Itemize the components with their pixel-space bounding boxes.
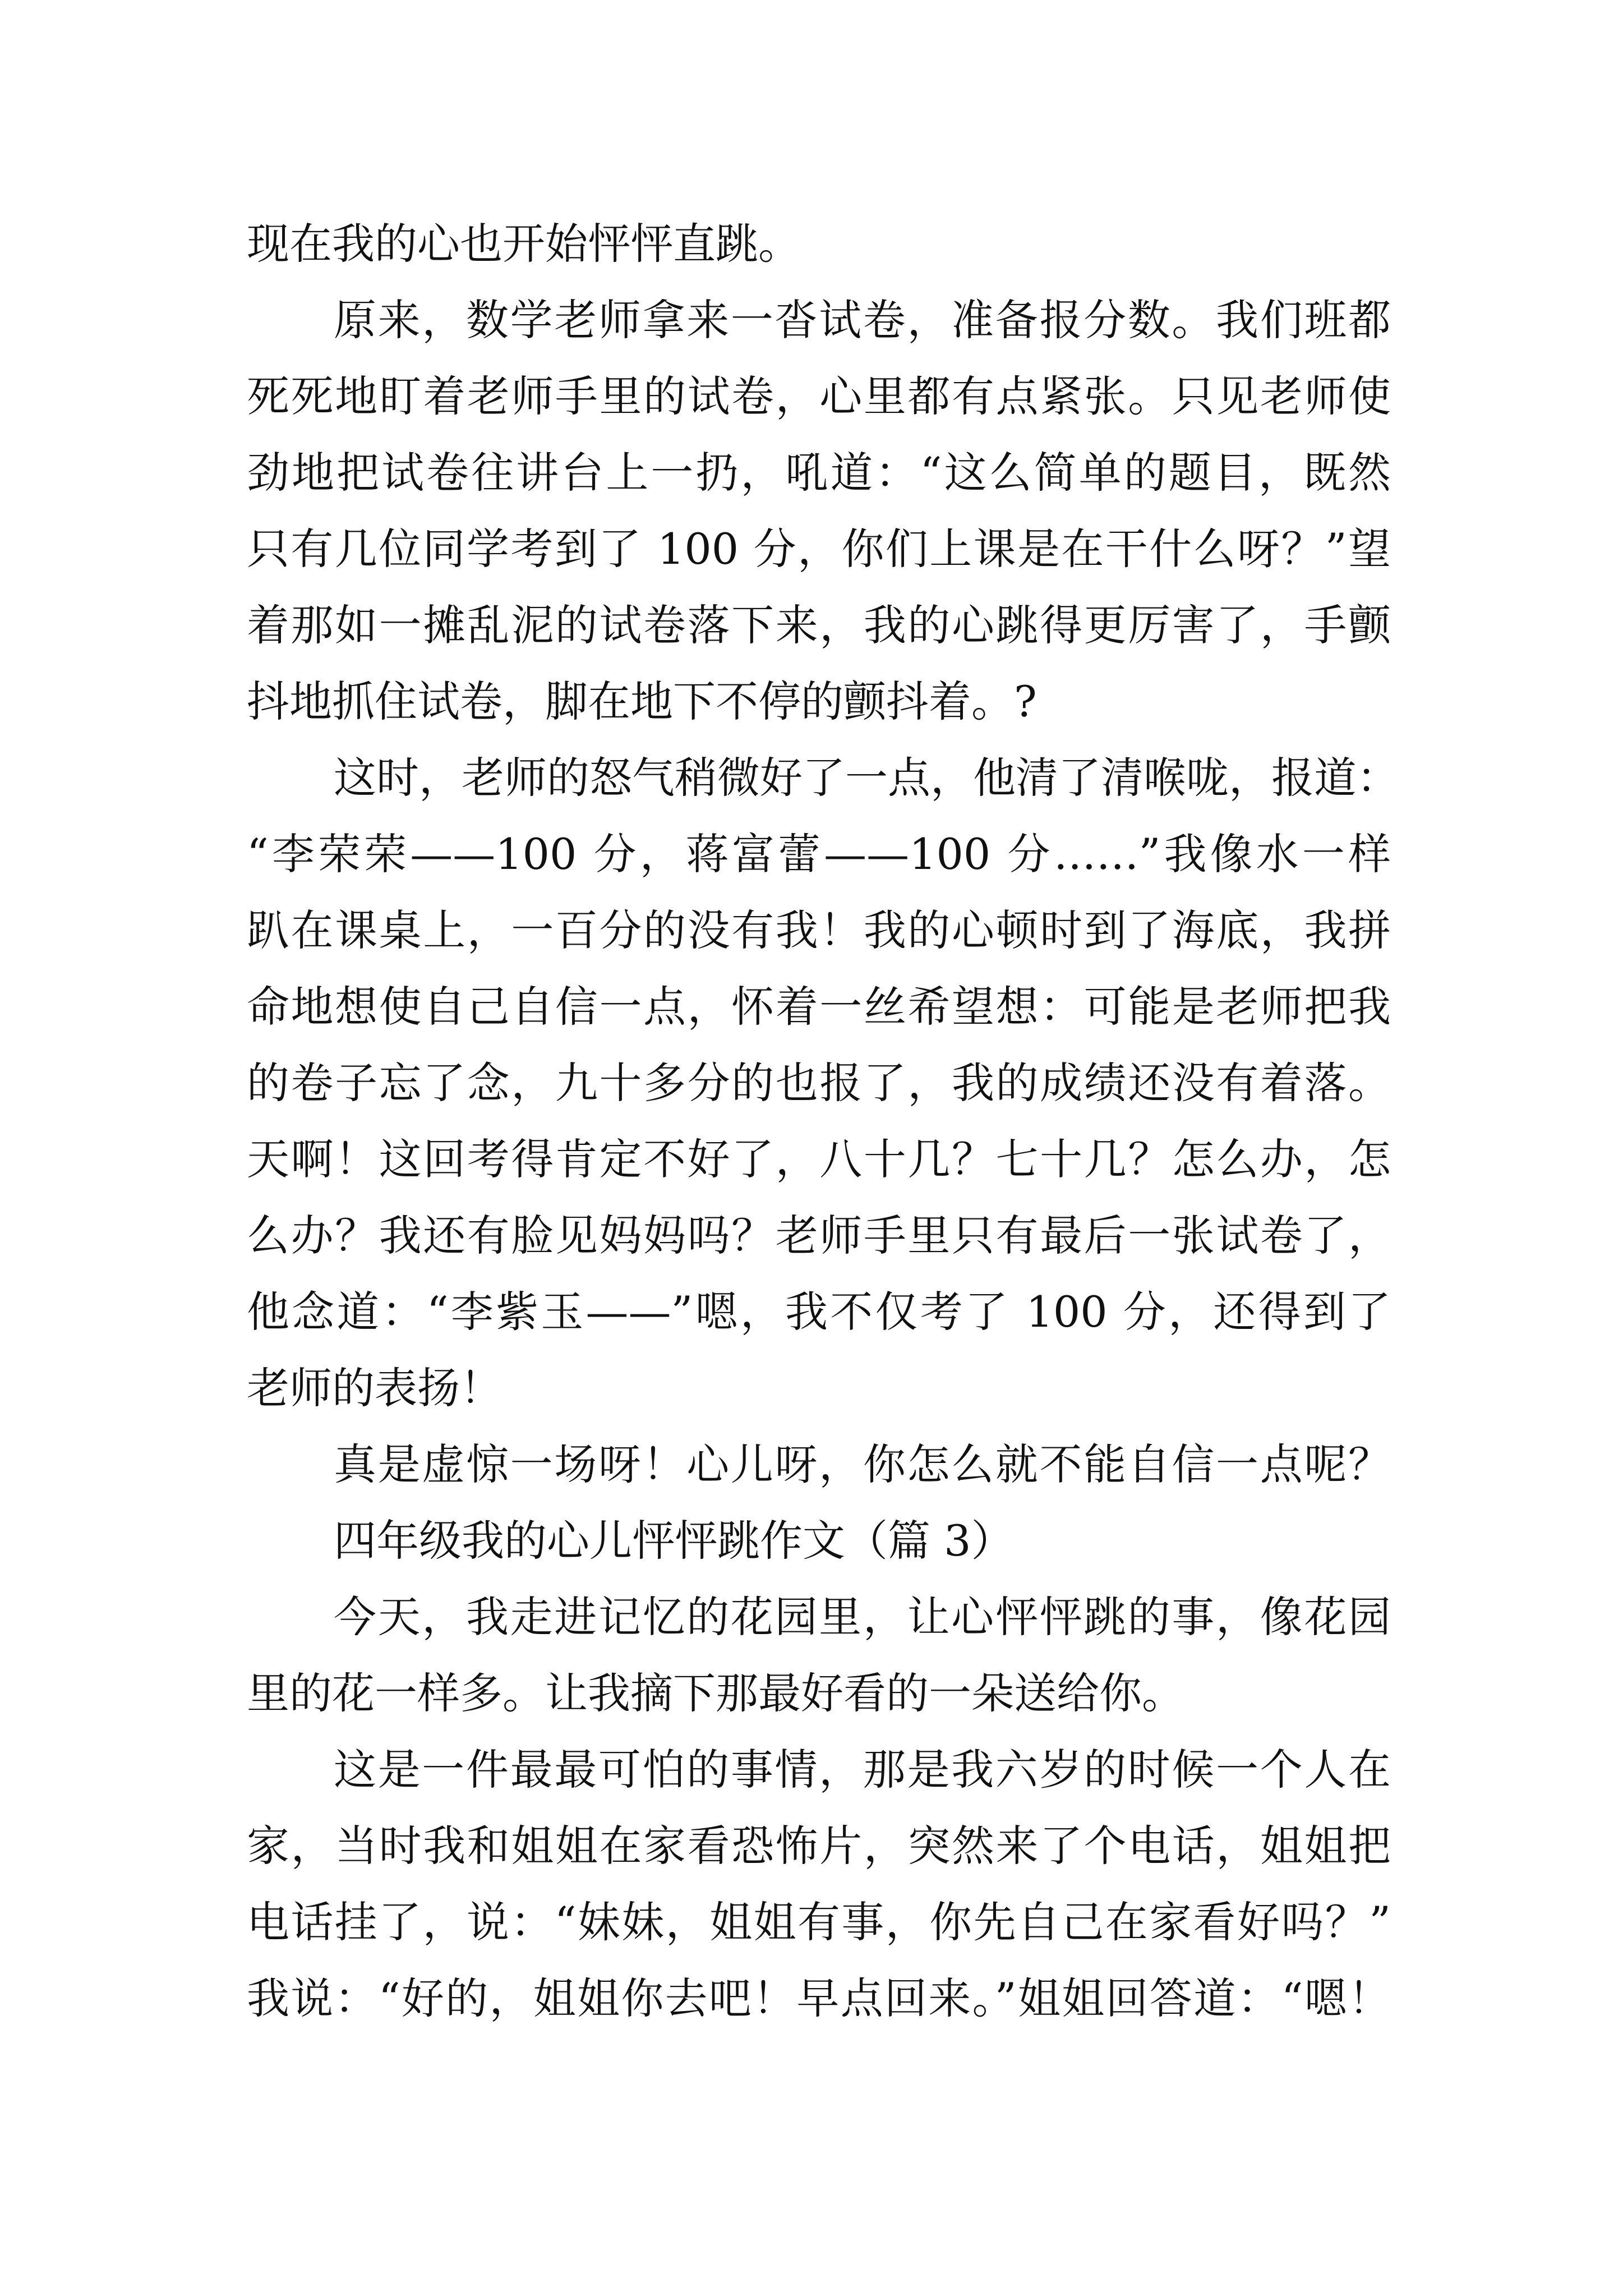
text-line: 天啊！这回考得肯定不好了，八十几？七十几？怎么办，怎: [247, 1134, 1391, 1184]
text-line: 命地想使自己自信一点，怀着一丝希望想：可能是老师把我: [247, 982, 1391, 1032]
text-line: 我说：“好的，姐姐你去吧！早点回来。”姐姐回答道：“嗯！: [247, 1973, 1391, 2023]
paragraph-first-line: 这是一件最最可怕的事情，那是我六岁的时候一个人在: [334, 1745, 1391, 1795]
text-line: 劲地把试卷往讲台上一扔，吼道：“这么简单的题目，既然: [247, 448, 1391, 498]
paragraph-first-line: 真是虚惊一场呀！心儿呀，你怎么就不能自信一点呢？: [334, 1439, 1391, 1489]
text-line: 死死地盯着老师手里的试卷，心里都有点紧张。只见老师使: [247, 371, 1391, 421]
text-line: 只有几位同学考到了 100 分，你们上课是在干什么呀？”望: [247, 524, 1391, 574]
text-line: 老师的表扬！: [247, 1363, 502, 1413]
text-line: 现在我的心也开始怦怦直跳。: [247, 219, 801, 269]
text-line: 趴在课桌上，一百分的没有我！我的心顿时到了海底，我拼: [247, 905, 1391, 955]
paragraph-first-line: 原来，数学老师拿来一沓试卷，准备报分数。我们班都: [334, 295, 1391, 345]
text-line: “李荣荣——100 分，蒋富蕾——100 分……”我像水一样: [247, 829, 1391, 879]
text-line: 抖地抓住试卷，脚在地下不停的颤抖着。?: [247, 677, 1037, 726]
text-line: 里的花一样多。让我摘下那最好看的一朵送给你。: [247, 1668, 1184, 1718]
section-heading: 四年级我的心儿怦怦跳作文（篇 3）: [334, 1516, 1014, 1566]
text-line: 么办？我还有脸见妈妈吗？老师手里只有最后一张试卷了，: [247, 1211, 1391, 1260]
text-line: 他念道：“李紫玉——”嗯，我不仅考了 100 分，还得到了: [247, 1287, 1391, 1337]
paragraph-first-line: 这时，老师的怒气稍微好了一点，他清了清喉咙，报道：: [334, 753, 1399, 803]
text-line: 着那如一摊乱泥的试卷落下来，我的心跳得更厉害了，手颤: [247, 600, 1391, 650]
text-line: 电话挂了，说：“妹妹，姐姐有事，你先自己在家看好吗？”: [247, 1897, 1391, 1947]
text-line: 的卷子忘了念，九十多分的也报了，我的成绩还没有着落。: [247, 1058, 1391, 1108]
paragraph-first-line: 今天，我走进记忆的花园里，让心怦怦跳的事，像花园: [334, 1592, 1391, 1642]
text-line: 家，当时我和姐姐在家看恐怖片，突然来了个电话，姐姐把: [247, 1821, 1391, 1871]
